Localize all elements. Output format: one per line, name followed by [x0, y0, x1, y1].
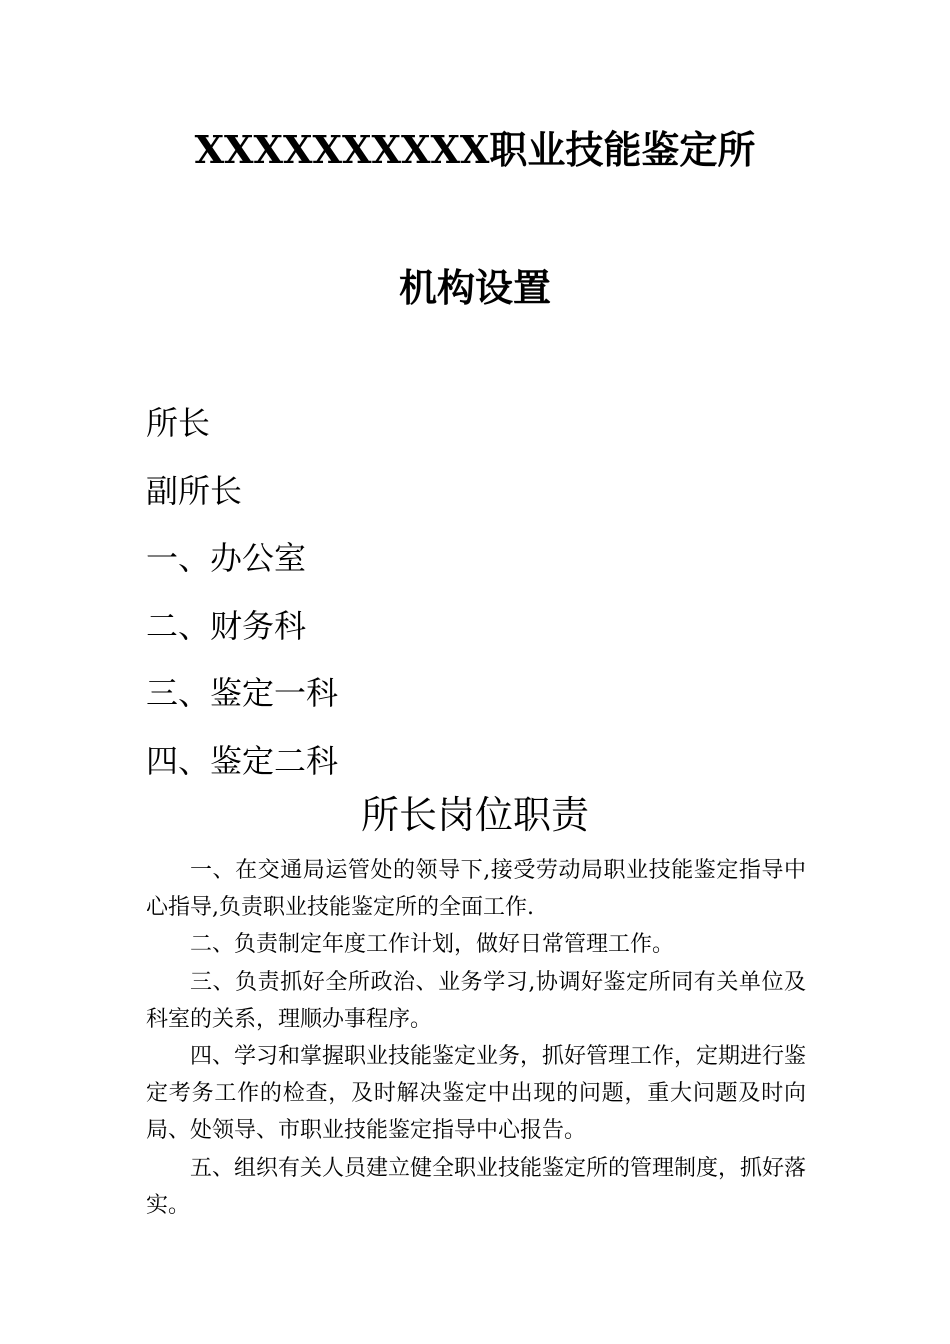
- duties-body: [146, 852, 806, 1224]
- duty-paragraph: 四、学习和掌握职业技能鉴定业务，抓好管理工作，定期进行鉴定考务工作的检查，及时解决鉴定中出现的问题，重大问题及时向局、处领导、市职业技能鉴定指导中心报告。: [146, 1044, 807, 1144]
- duties-heading: 所长岗位职责: [360, 793, 589, 837]
- org-unit-deputy-director: 副所长: [146, 471, 243, 510]
- org-unit-list: [146, 390, 338, 795]
- org-unit-office: 一、办公室: [146, 539, 307, 577]
- duty-paragraph: 三、负责抓好全所政治、业务学习,协调好鉴定所同有关单位及科室的关系，理顺办事程序。: [146, 969, 806, 1032]
- org-unit-finance: 二、财务科: [146, 606, 307, 645]
- org-unit-director: 所长: [146, 404, 211, 442]
- org-unit-appraisal-1: 三、鉴定一科: [146, 674, 339, 712]
- document-subtitle: 机构设置: [398, 265, 551, 310]
- org-unit-appraisal-2: 四、鉴定二科: [146, 741, 339, 780]
- duty-paragraph: 五、组织有关人员建立健全职业技能鉴定所的管理制度，抓好落实。: [146, 1155, 807, 1218]
- document-title: XXXXXXXXXX职业技能鉴定所: [194, 127, 756, 172]
- duty-paragraph: 二、负责制定年度工作计划，做好日常管理工作。: [190, 932, 675, 958]
- duty-paragraph: 一、在交通局运管处的领导下,接受劳动局职业技能鉴定指导中心指导,负责职业技能鉴定所的全面工作.: [146, 858, 806, 921]
